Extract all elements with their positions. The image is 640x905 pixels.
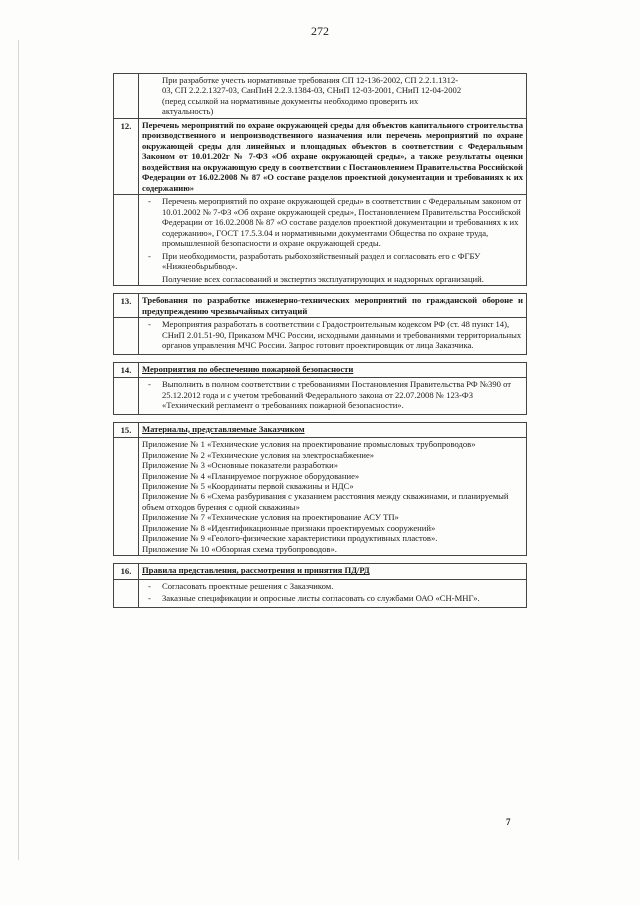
section-heading: Мероприятия по обеспечению пожарной безопасности	[139, 362, 527, 377]
list-item: Приложение № 5 «Координаты первой скважины и НДС»	[142, 480, 354, 491]
list-item: Приложение № 2 «Технические условия на электроснабжение»	[142, 449, 375, 460]
section-number: 16.	[114, 564, 139, 579]
table-row	[114, 118, 527, 194]
bullet-list	[142, 581, 523, 604]
section-body	[139, 378, 527, 414]
section-heading: Правила представления, рассмотрения и принятия ПД/РД	[139, 564, 527, 579]
table-row	[114, 74, 527, 119]
table-row	[114, 564, 527, 579]
text-line: При разработке учесть нормативные требования СП 12-136-2002, СП 2.2.1.1312-	[162, 75, 459, 85]
list-item: - Согласовать проектные решения с Заказчиком.	[142, 581, 523, 591]
list-item: - Заказные спецификации и опросные листы согласовать со службами ОАО «СН-МНГ».	[142, 593, 523, 603]
text-line: Получение всех согласований и экспертиз эксплуатирующих и надзорных организаций.	[162, 273, 484, 284]
section-heading: Требования по разработке инженерно-технических мероприятий по гражданской обороне и предупреждению чрезвычайных ситуаций	[139, 294, 527, 318]
requirements-table	[113, 73, 527, 608]
page-number: 272	[311, 24, 329, 38]
text-line: (перед ссылкой на нормативные документы необходимо проверить их	[162, 95, 419, 106]
list-item: - При необходимости, разработать рыбохозяйственный раздел и согласовать его с ФГБУ «Нижнеобьрыбвод».	[142, 251, 523, 272]
table-row	[114, 195, 527, 286]
bullet-list	[142, 319, 523, 350]
scan-edge	[18, 40, 19, 860]
table-row	[114, 378, 527, 414]
section-body	[139, 195, 527, 286]
table-row	[114, 294, 527, 318]
table-row	[114, 422, 527, 437]
continuation-cell	[139, 74, 527, 119]
table-row	[114, 318, 527, 354]
list-item: - Выполнить в полном соответствии с требованиями Постановления Правительства РФ №390 от 25.12.2012 года и с учетом требований Федерального закона от 22.07.2008 № 123-ФЗ «Технический регламент о требованиях пожарной безопасности».	[142, 379, 523, 410]
section-number: 15.	[114, 422, 139, 437]
footer-page-number: 7	[506, 817, 511, 827]
text-line: 03, СП 2.2.2.1327-03, СанПиН 2.2.3.1384-03, СНиП 12-03-2001, СНиП 12-04-2002	[162, 85, 462, 96]
list-item: Приложение № 6 «Схема разбуривания с указанием расстояния между скважинами, и планируемый объем отходов бурения с одной скважины»	[142, 491, 509, 512]
bullet-list	[142, 196, 523, 271]
list-item: Приложение № 7 «Технические условия на проектирование АСУ ТП»	[142, 512, 399, 523]
section-body	[139, 579, 527, 607]
section-heading: Перечень мероприятий по охране окружающей среды для объектов капитального строительства производственного и непроизводственного назначения или перечень мероприятий по охране окружающей среды для линейных и площадных объектов в соответствии с Федеральным Законом от 10.01.202г № 7-ФЗ «Об охране окружающей среды», а также результаты оценки воздействия на окружающую среду в соответствии с Постановлением Правительства Российской Федерации от 16.02.2008 № 87 «О составе разделов проектной документации и требованиях к их содержанию»	[139, 118, 527, 194]
bullet-list	[142, 379, 523, 410]
list-item: Приложение № 10 «Обзорная схема трубопроводов».	[142, 543, 337, 554]
text-line: актуальность)	[162, 106, 214, 117]
section-heading: Материалы, представляемые Заказчиком	[139, 422, 527, 437]
list-item: Приложение № 3 «Основные показатели разработки»	[142, 460, 339, 471]
list-item: Приложение № 4 «Планируемое погружное оборудование»	[142, 470, 360, 481]
section-number: 13.	[114, 294, 139, 318]
table-row	[114, 438, 527, 556]
table-row	[114, 362, 527, 377]
attachments-list	[139, 438, 527, 556]
table-row	[114, 579, 527, 607]
list-item: - Мероприятия разработать в соответствии с Градостроительным кодексом РФ (ст. 48 пункт 14), СНиП 2.01.51-90, Приказом МЧС России, исходными данными и требованиями территориальных органов управления МЧС России. Запрос готовит проектировщик от лица Заказчика.	[142, 319, 523, 350]
list-item: - Перечень мероприятий по охране окружающей среды» в соответствии с Федеральным законом от 10.01.2002 № 7-ФЗ «Об охране окружающей среды», Постановлением Правительства Российской Федерации от 16.02.2008 № 87 «О составе разделов проектной документации и требованиях к их содержанию», ГОСТ 17.5.3.04 и нормативными документами Общества по охране труда, промышленной безопасности и охране окружающей среды.	[142, 196, 523, 248]
section-number: 14.	[114, 362, 139, 377]
list-item: Приложение № 9 «Геолого-физические характеристики продуктивных пластов».	[142, 533, 438, 544]
list-item: Приложение № 8 «Идентификационные признаки проектируемых сооружений»	[142, 522, 436, 533]
list-item: Приложение № 1 «Технические условия на проектирование промысловых трубопроводов»	[142, 439, 476, 450]
section-body	[139, 318, 527, 354]
section-number: 12.	[114, 118, 139, 194]
